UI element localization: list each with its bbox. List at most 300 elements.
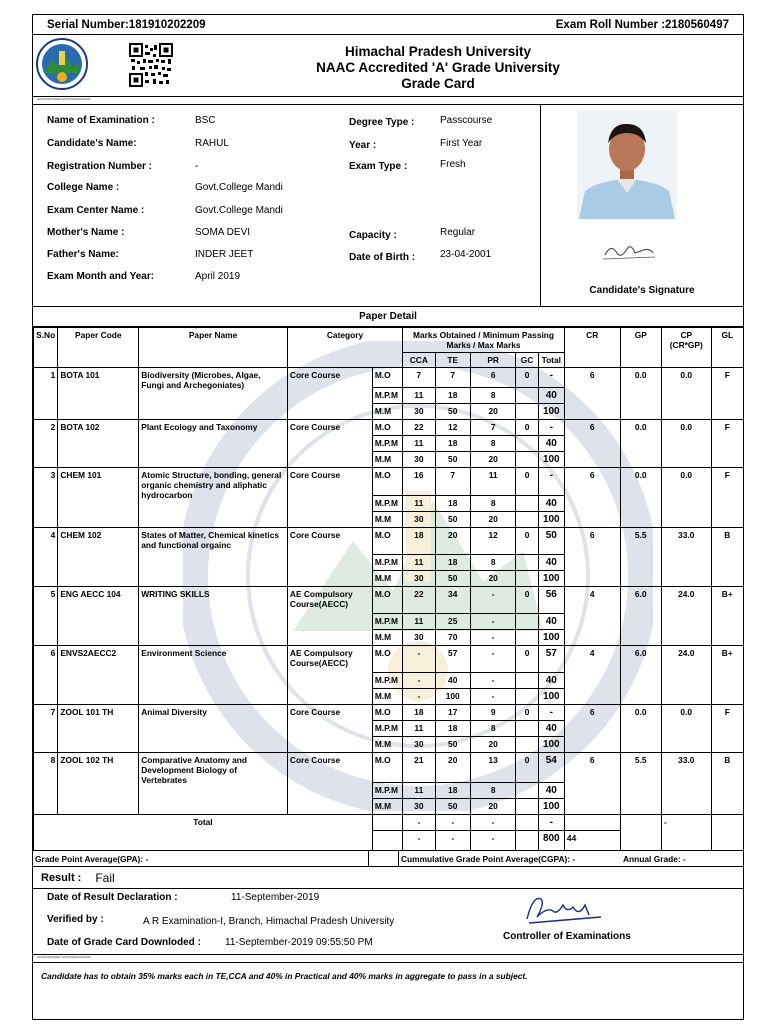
col-marks: Marks Obtained / Minimum Passing Marks / Max Marks (403, 328, 565, 353)
marks-cell: - (470, 673, 516, 689)
marks-cell: 30 (403, 571, 435, 587)
marks-cell: - (470, 689, 516, 705)
marks-cell: 40 (538, 555, 564, 571)
exam-roll-number: Exam Roll Number :2180560497 (555, 18, 729, 31)
total-cell: - (470, 815, 516, 831)
paper-code: ZOOL 102 TH (58, 753, 139, 815)
marks-row-label: M.P.M (372, 496, 402, 512)
marks-cell (516, 404, 538, 420)
marks-row-label: M.M (372, 689, 402, 705)
paper-cr: 6 (564, 420, 620, 468)
paper-code: BOTA 101 (58, 368, 139, 420)
cgpa: Cummulative Grade Point Average(CGPA): - (401, 853, 576, 864)
father-value: INDER JEET (195, 249, 254, 260)
marks-cell: 30 (403, 737, 435, 753)
paper-cr: 4 (564, 646, 620, 705)
center-value: Govt.College Mandi (195, 205, 283, 216)
marks-cell: 20 (470, 404, 516, 420)
marks-cell (516, 737, 538, 753)
paper-code: ENVS2AECC2 (58, 646, 139, 705)
marks-row-label: M.P.M (372, 555, 402, 571)
marks-cell: 25 (435, 614, 470, 630)
marks-cell (516, 689, 538, 705)
marks-cell (516, 673, 538, 689)
marks-cell: 50 (435, 737, 470, 753)
marks-body (34, 368, 744, 851)
marks-table (33, 327, 744, 851)
marks-row-label: M.P.M (372, 614, 402, 630)
col-gl: GL (711, 328, 743, 368)
marks-cell: 17 (435, 705, 470, 721)
paper-category: AE Compulsory Course(AECC) (287, 646, 372, 705)
paper-gp: 5.5 (620, 528, 661, 587)
candidate-photo (577, 111, 677, 219)
marks-cell: 0 (516, 468, 538, 496)
table-row (34, 468, 744, 496)
marks-cell: 56 (538, 587, 564, 614)
marks-cell: 100 (538, 689, 564, 705)
paper-name: WRITING SKILLS (139, 587, 288, 646)
paper-category: Core Course (287, 705, 372, 753)
marks-cell: 30 (403, 512, 435, 528)
paper-category: Core Course (287, 368, 372, 420)
total-cr: 44 (564, 831, 620, 851)
university-name: Himachal Pradesh University (344, 44, 532, 59)
marks-cell (516, 452, 538, 468)
paper-cr: 6 (564, 468, 620, 528)
marks-cell: 11 (403, 436, 435, 452)
marks-cell: 100 (538, 452, 564, 468)
marks-cell (516, 721, 538, 737)
total-gp (620, 815, 661, 851)
marks-cell: 0 (516, 368, 538, 388)
marks-cell: 57 (435, 646, 470, 673)
candidate-info (33, 105, 743, 307)
marks-row-label: M.M (372, 404, 402, 420)
marks-cell (516, 512, 538, 528)
marks-cell: 8 (470, 783, 516, 799)
marks-cell: - (470, 587, 516, 614)
marks-cell: 8 (470, 721, 516, 737)
total-cell (516, 831, 538, 851)
marks-cell: - (403, 646, 435, 673)
marks-row-label: M.M (372, 799, 402, 815)
marks-cell: 18 (435, 555, 470, 571)
registration-label: Registration Number : (47, 161, 153, 172)
result-label: Result : (41, 871, 82, 884)
paper-gl: B (711, 528, 743, 587)
marks-cell: 100 (435, 689, 470, 705)
marks-cell: 100 (538, 737, 564, 753)
total-cr-top (564, 815, 620, 831)
col-total: Total (538, 353, 564, 368)
paper-category: AE Compulsory Course(AECC) (287, 587, 372, 646)
marks-cell: 50 (435, 452, 470, 468)
marks-cell: 11 (403, 496, 435, 512)
marks-cell: 7 (470, 420, 516, 436)
year-label: Year : (349, 140, 377, 151)
paper-name: Biodiversity (Microbes, Algae, Fungi and Archegoniates) (139, 368, 288, 420)
marks-cell: 0 (516, 528, 538, 555)
table-row (34, 646, 744, 673)
marks-cell: 7 (403, 368, 435, 388)
paper-sno: 2 (34, 420, 58, 468)
table-row (34, 528, 744, 555)
verified-value: A R Examination-I, Branch, Himachal Pradesh University (143, 916, 395, 927)
paper-cp: 24.0 (661, 587, 711, 646)
marks-cell: 8 (470, 555, 516, 571)
marks-cell: 50 (435, 571, 470, 587)
college-label: College Name : (47, 182, 120, 193)
marks-cell: 30 (403, 452, 435, 468)
marks-row-label: M.P.M (372, 673, 402, 689)
marks-cell: - (470, 646, 516, 673)
result-value: Fail (95, 870, 115, 885)
month-year-value: April 2019 (195, 271, 241, 282)
paper-cp: 33.0 (661, 753, 711, 815)
accreditation: NAAC Accredited 'A' Grade University (316, 60, 560, 75)
dob-value: 23-04-2001 (440, 249, 492, 260)
photo-panel (541, 105, 743, 306)
candidate-name-value: RAHUL (195, 138, 229, 149)
marks-cell: - (403, 689, 435, 705)
top-strip (33, 15, 743, 35)
paper-cr: 6 (564, 705, 620, 753)
capacity-label: Capacity : (349, 230, 397, 241)
marks-cell: - (403, 673, 435, 689)
marks-cell: 40 (538, 614, 564, 630)
col-paper-name: Paper Name (139, 328, 288, 368)
exam-name-label: Name of Examination : (47, 115, 155, 126)
marks-cell: 40 (538, 721, 564, 737)
marks-cell: 18 (435, 496, 470, 512)
paper-cr: 6 (564, 753, 620, 815)
marks-cell: 20 (470, 512, 516, 528)
marks-cell: 40 (538, 673, 564, 689)
paper-gp: 6.0 (620, 646, 661, 705)
marks-cell: 21 (403, 753, 435, 783)
col-cr: CR (564, 328, 620, 368)
paper-gp: 0.0 (620, 368, 661, 420)
paper-gl: B+ (711, 587, 743, 646)
marks-cell: 40 (538, 436, 564, 452)
marks-cell: 30 (403, 404, 435, 420)
marks-cell: 12 (435, 420, 470, 436)
col-cca: CCA (403, 353, 435, 368)
exam-type-label: Exam Type : (349, 161, 408, 172)
marks-cell: 30 (403, 630, 435, 646)
marks-cell: 70 (435, 630, 470, 646)
marks-cell: 13 (470, 753, 516, 783)
marks-cell: 100 (538, 404, 564, 420)
candidate-details (33, 105, 541, 306)
paper-sno: 8 (34, 753, 58, 815)
paper-cr: 6 (564, 368, 620, 420)
table-row (34, 368, 744, 388)
controller-label: Controller of Examinations (503, 931, 631, 942)
paper-cp: 24.0 (661, 646, 711, 705)
marks-cell: 50 (435, 512, 470, 528)
gpa: Grade Point Average(GPA): - (35, 853, 149, 864)
paper-gl: F (711, 368, 743, 420)
paper-cr: 4 (564, 587, 620, 646)
candidate-name-label: Candidate's Name: (47, 138, 137, 149)
marks-cell: 20 (435, 528, 470, 555)
total-cell: - (435, 815, 470, 831)
marks-cell: 50 (435, 404, 470, 420)
marks-cell (516, 630, 538, 646)
annual-grade: Annual Grade: - (623, 853, 686, 864)
marks-row-label: M.O (372, 705, 402, 721)
marks-cell: 40 (435, 673, 470, 689)
paper-gp: 0.0 (620, 705, 661, 753)
total-cell: - (470, 831, 516, 851)
marks-cell: 0 (516, 753, 538, 783)
university-title (233, 44, 643, 92)
marks-cell (516, 783, 538, 799)
marks-cell: 12 (470, 528, 516, 555)
paper-category: Core Course (287, 528, 372, 587)
marks-cell: 40 (538, 388, 564, 404)
serial-number: Serial Number:181910202209 (47, 18, 206, 31)
marks-cell: - (538, 420, 564, 436)
paper-cp: 0.0 (661, 705, 711, 753)
verified-label: Verified by : (47, 914, 104, 925)
marks-cell: 18 (435, 783, 470, 799)
marks-cell: 54 (538, 753, 564, 783)
paper-sno: 4 (34, 528, 58, 587)
marks-cell: 18 (435, 388, 470, 404)
marks-row-label: M.O (372, 528, 402, 555)
candidate-signature (555, 229, 703, 273)
col-cp: CP (CR*GP) (661, 328, 711, 368)
marks-cell (516, 496, 538, 512)
marks-row-label: M.M (372, 571, 402, 587)
marks-cell: 11 (403, 783, 435, 799)
col-pr: PR (470, 353, 516, 368)
marks-cell: 100 (538, 512, 564, 528)
col-paper-code: Paper Code (58, 328, 139, 368)
col-te: TE (435, 353, 470, 368)
paper-gp: 6.0 (620, 587, 661, 646)
marks-cell: 11 (403, 388, 435, 404)
paper-cr: 6 (564, 528, 620, 587)
marks-cell: 22 (403, 420, 435, 436)
paper-gp: 0.0 (620, 420, 661, 468)
marks-cell (516, 571, 538, 587)
total-cell: 800 (538, 831, 564, 851)
declaration-label: Date of Result Declaration : (47, 892, 178, 903)
marks-row-label: M.O (372, 646, 402, 673)
marks-cell: 0 (516, 420, 538, 436)
marks-cell: 40 (538, 496, 564, 512)
gpa-row (33, 851, 743, 867)
mother-label: Mother's Name : (47, 227, 125, 238)
col-gp: GP (620, 328, 661, 368)
total-cell: - (435, 831, 470, 851)
marks-row-label: M.M (372, 630, 402, 646)
exam-type-value: Fresh (440, 159, 466, 170)
paper-code: BOTA 102 (58, 420, 139, 468)
marks-cell: - (538, 468, 564, 496)
grade-card (32, 14, 744, 1020)
marks-cell (516, 799, 538, 815)
mother-value: SOMA DEVI (195, 227, 251, 238)
paper-name: Animal Diversity (139, 705, 288, 753)
declaration-value: 11-September-2019 (231, 892, 320, 903)
table-row (34, 587, 744, 614)
paper-cp: 0.0 (661, 468, 711, 528)
document-title: Grade Card (401, 76, 475, 91)
marks-cell: 0 (516, 646, 538, 673)
registration-value: - (195, 161, 199, 172)
marks-cell: 11 (403, 614, 435, 630)
paper-code: ZOOL 101 TH (58, 705, 139, 753)
candidate-signature-label: Candidate's Signature (589, 285, 695, 296)
paper-cp: 0.0 (661, 368, 711, 420)
degree-value: Passcourse (440, 115, 493, 126)
paper-name: Atomic Structure, bonding, general organic chemistry and aliphatic hydrocarbon (139, 468, 288, 528)
university-header (33, 35, 743, 97)
university-logo-icon (35, 37, 89, 91)
table-row (34, 420, 744, 436)
marks-cell (516, 388, 538, 404)
marks-row-label: M.O (372, 420, 402, 436)
marks-cell: 9 (470, 705, 516, 721)
total-empty (372, 815, 402, 831)
total-cell: - (403, 831, 435, 851)
degree-label: Degree Type : (349, 117, 415, 128)
table-row (34, 705, 744, 721)
marks-cell: 100 (538, 799, 564, 815)
total-gl (711, 815, 743, 851)
paper-code: ENG AECC 104 (58, 587, 139, 646)
marks-cell: 40 (538, 783, 564, 799)
center-label: Exam Center Name : (47, 205, 145, 216)
marks-cell: 7 (435, 368, 470, 388)
marks-cell: 6 (470, 368, 516, 388)
verification-block (33, 889, 743, 955)
college-value: Govt.College Mandi (195, 182, 283, 193)
marks-row-label: M.O (372, 587, 402, 614)
paper-sno: 3 (34, 468, 58, 528)
year-value: First Year (440, 138, 483, 149)
marks-row-label: M.P.M (372, 721, 402, 737)
month-year-label: Exam Month and Year: (47, 271, 155, 282)
marks-cell: 18 (403, 528, 435, 555)
marks-row-label: M.O (372, 468, 402, 496)
capacity-value: Regular (440, 227, 476, 238)
total-row (34, 815, 744, 831)
total-cell: - (403, 815, 435, 831)
paper-detail-title: Paper Detail (33, 307, 743, 327)
paper-name: Comparative Anatomy and Development Biology of Vertebrates (139, 753, 288, 815)
paper-sno: 6 (34, 646, 58, 705)
paper-gl: F (711, 420, 743, 468)
marks-cell: 8 (470, 496, 516, 512)
col-category: Category (287, 328, 402, 368)
col-gc: GC (516, 353, 538, 368)
total-cp: - (661, 815, 711, 851)
marks-cell: - (470, 630, 516, 646)
marks-cell: 18 (403, 705, 435, 721)
marks-cell: 0 (516, 587, 538, 614)
marks-cell: 20 (470, 452, 516, 468)
paper-sno: 7 (34, 705, 58, 753)
marks-cell: 100 (538, 571, 564, 587)
total-label: Total (34, 815, 373, 851)
paper-sno: 5 (34, 587, 58, 646)
paper-gl: B (711, 753, 743, 815)
paper-code: CHEM 102 (58, 528, 139, 587)
marks-cell: 50 (435, 799, 470, 815)
paper-cp: 0.0 (661, 420, 711, 468)
marks-row-label: M.O (372, 368, 402, 388)
marks-cell (516, 614, 538, 630)
marks-cell (516, 555, 538, 571)
paper-category: Core Course (287, 468, 372, 528)
marks-cell: 50 (538, 528, 564, 555)
controller-signature (513, 889, 613, 929)
marks-cell: - (538, 368, 564, 388)
marks-cell: 100 (538, 630, 564, 646)
marks-cell: 0 (516, 705, 538, 721)
paper-gl: B+ (711, 646, 743, 705)
paper-gp: 5.5 (620, 753, 661, 815)
marks-row-label: M.M (372, 452, 402, 468)
paper-gp: 0.0 (620, 468, 661, 528)
dob-label: Date of Birth : (349, 252, 416, 263)
document-code: HPUMARKSHEET/2019/181910202209 (33, 97, 743, 105)
marks-row-label: M.M (372, 737, 402, 753)
marks-cell: 20 (435, 753, 470, 783)
marks-cell: 11 (403, 555, 435, 571)
marks-cell: 20 (470, 571, 516, 587)
paper-name: Environment Science (139, 646, 288, 705)
pass-criteria-note: Candidate has to obtain 35% marks each in TE,CCA and 40% in Practical and 40% marks in aggregate to pass in a subject. (41, 971, 528, 981)
footer-code: HPUMARKSHEET/2019/181910202209 (33, 955, 743, 963)
marks-cell: - (538, 705, 564, 721)
marks-cell: 11 (403, 721, 435, 737)
marks-row-label: M.M (372, 512, 402, 528)
table-row (34, 753, 744, 783)
marks-cell: 8 (470, 388, 516, 404)
downloaded-value: 11-September-2019 09:55:50 PM (225, 937, 373, 948)
total-cell: - (538, 815, 564, 831)
marks-table-wrapper (33, 327, 743, 851)
total-empty (372, 831, 402, 851)
marks-cell (516, 436, 538, 452)
paper-code: CHEM 101 (58, 468, 139, 528)
marks-cell: 11 (470, 468, 516, 496)
marks-cell: 20 (470, 737, 516, 753)
marks-cell: 30 (403, 799, 435, 815)
marks-cell: - (470, 614, 516, 630)
marks-cell: 8 (470, 436, 516, 452)
marks-cell: 7 (435, 468, 470, 496)
result-row (33, 867, 743, 889)
paper-gl: F (711, 705, 743, 753)
marks-cell: 18 (435, 436, 470, 452)
marks-row-label: M.O (372, 753, 402, 783)
marks-cell: 18 (435, 721, 470, 737)
exam-name-value: BSC (195, 115, 216, 126)
marks-cell: 22 (403, 587, 435, 614)
qr-code-icon (129, 43, 173, 87)
marks-cell: 57 (538, 646, 564, 673)
total-cell (516, 815, 538, 831)
paper-category: Core Course (287, 420, 372, 468)
